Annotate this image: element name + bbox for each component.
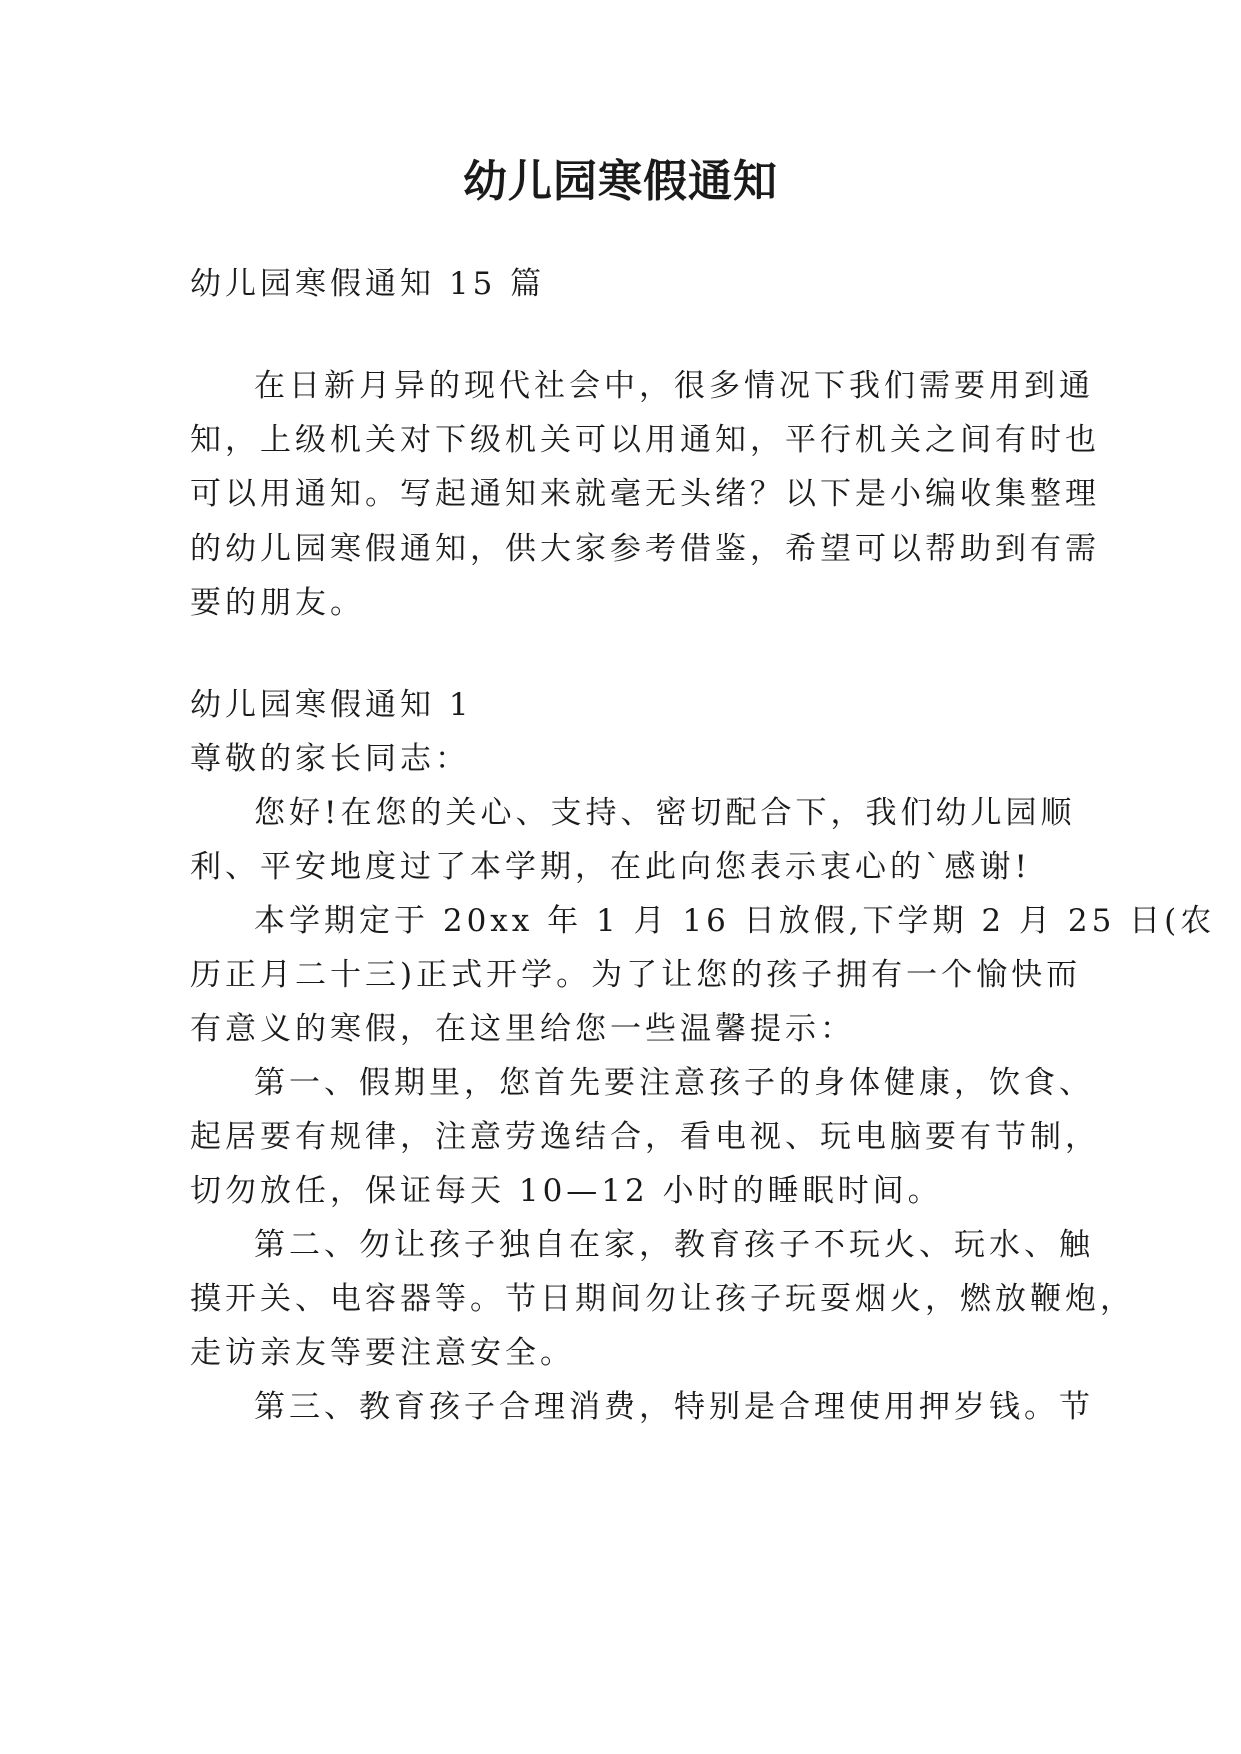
paragraph-line: 起居要有规律，注意劳逸结合，看电视、玩电脑要有节制， [190, 1119, 1100, 1155]
section-heading: 幼儿园寒假通知 1 [190, 687, 473, 723]
paragraph-line: 历正月二十三)正式开学。为了让您的孩子拥有一个愉快而 [190, 957, 1082, 993]
paragraph-line: 切勿放任，保证每天 10—12 小时的睡眠时间。 [190, 1173, 943, 1209]
paragraph-line: 有意义的寒假，在这里给您一些温馨提示： [190, 1011, 855, 1047]
intro-line: 可以用通知。写起通知来就毫无头绪？以下是小编收集整理 [190, 476, 1100, 512]
paragraph-line: 您好!在您的关心、支持、密切配合下，我们幼儿园顺 [254, 795, 1076, 831]
intro-line: 知，上级机关对下级机关可以用通知，平行机关之间有时也 [190, 422, 1100, 458]
salutation: 尊敬的家长同志： [190, 741, 470, 777]
intro-line: 要的朋友。 [190, 585, 365, 621]
paragraph-line: 第一、假期里，您首先要注意孩子的身体健康，饮食、 [254, 1065, 1094, 1101]
paragraph-line: 走访亲友等要注意安全。 [190, 1335, 575, 1371]
paragraph-line: 摸开关、电容器等。节日期间勿让孩子玩耍烟火，燃放鞭炮， [190, 1281, 1135, 1317]
document-title: 幼儿园寒假通知 [463, 156, 778, 207]
paragraph-line: 第三、教育孩子合理消费，特别是合理使用押岁钱。节 [254, 1389, 1094, 1425]
document-subtitle: 幼儿园寒假通知 15 篇 [190, 266, 546, 302]
paragraph-line: 第二、勿让孩子独自在家，教育孩子不玩火、玩水、触 [254, 1227, 1094, 1263]
paragraph-line: 利、平安地度过了本学期，在此向您表示衷心的`感谢! [190, 849, 1031, 885]
intro-line: 在日新月异的现代社会中，很多情况下我们需要用到通 [254, 368, 1094, 404]
intro-line: 的幼儿园寒假通知，供大家参考借鉴，希望可以帮助到有需 [190, 531, 1100, 567]
paragraph-line: 本学期定于 20xx 年 1 月 16 日放假,下学期 2 月 25 日(农 [254, 903, 1216, 939]
